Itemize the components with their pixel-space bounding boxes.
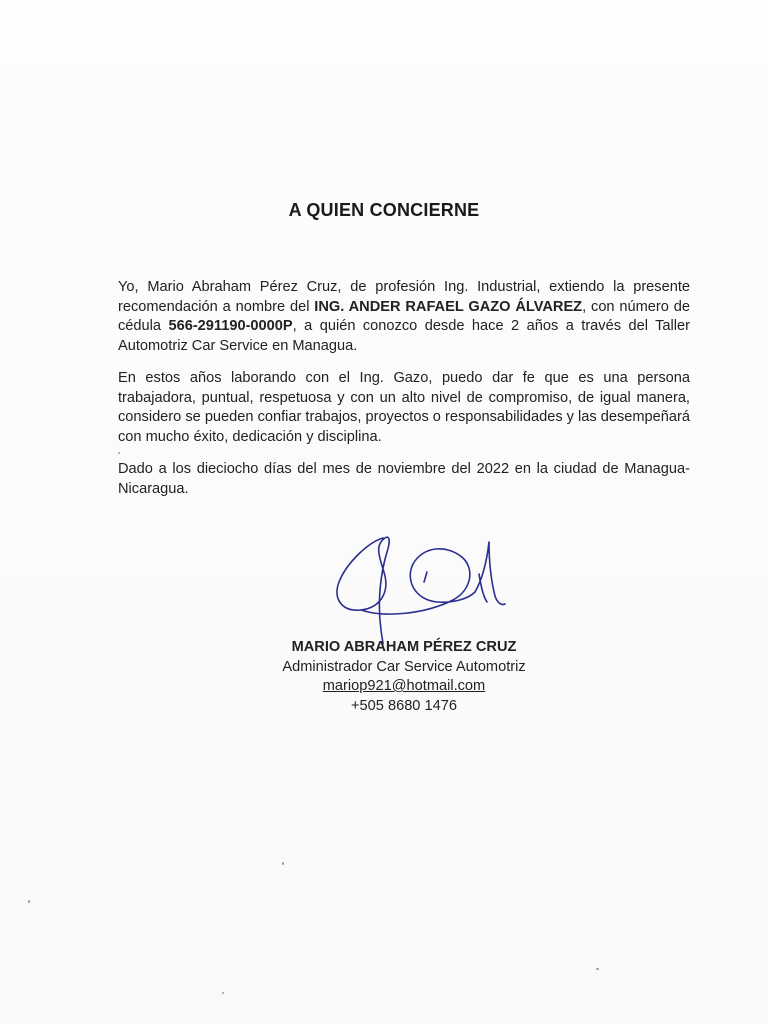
handwritten-signature — [325, 530, 515, 645]
signer-role: Administrador Car Service Automotriz — [282, 658, 526, 675]
paragraph-date-place: Dado a los dieciocho días del mes de noviembre del 2022 en la ciudad de Managua-Nicaragua. — [118, 461, 690, 497]
signer-phone: +505 8680 1476 — [351, 697, 457, 714]
signer-email-link[interactable]: mariop921@hotmail.com — [322, 678, 486, 694]
signature-stroke — [424, 572, 427, 582]
paragraph-introduction — [118, 278, 690, 356]
paragraph-testimony: En estos años laborando con el Ing. Gazo, puedo dar fe que es una persona trabajadora, puntual, respetuosa y con un alto nivel de compromiso, de igual manera, considero se pueden confiar trabajos, proyectos o responsabilidades y las desempeñará con mucho éxito, dedicación y disciplina. — [118, 370, 690, 445]
signature-stroke — [337, 537, 389, 644]
intro-text-2: , con número de cédula — [118, 298, 690, 334]
paper-speck — [28, 900, 30, 903]
signature-block — [0, 638, 768, 716]
intro-text-1: Yo, Mario Abraham Pérez Cruz, de profesión Ing. Industrial, extiendo la presente recomendación a nombre del — [118, 279, 690, 315]
signer-name: MARIO ABRAHAM PÉREZ CRUZ — [291, 639, 517, 655]
id-number: 566-291190-0000P — [168, 318, 293, 334]
paper-speck — [118, 452, 120, 454]
paper-speck — [222, 992, 224, 994]
paper-speck — [282, 862, 284, 865]
intro-text-3: , a quién conozco desde hace 2 años a través del Taller Automotriz Car Service en Managua. — [118, 318, 690, 354]
signature-stroke — [361, 549, 475, 614]
recommended-person-name: ING. ANDER RAFAEL GAZO ÁLVAREZ — [314, 298, 583, 315]
paper-speck — [596, 968, 599, 970]
signature-stroke — [479, 574, 487, 602]
signature-stroke — [475, 542, 505, 605]
letter-title: A QUIEN CONCIERNE — [288, 200, 480, 220]
